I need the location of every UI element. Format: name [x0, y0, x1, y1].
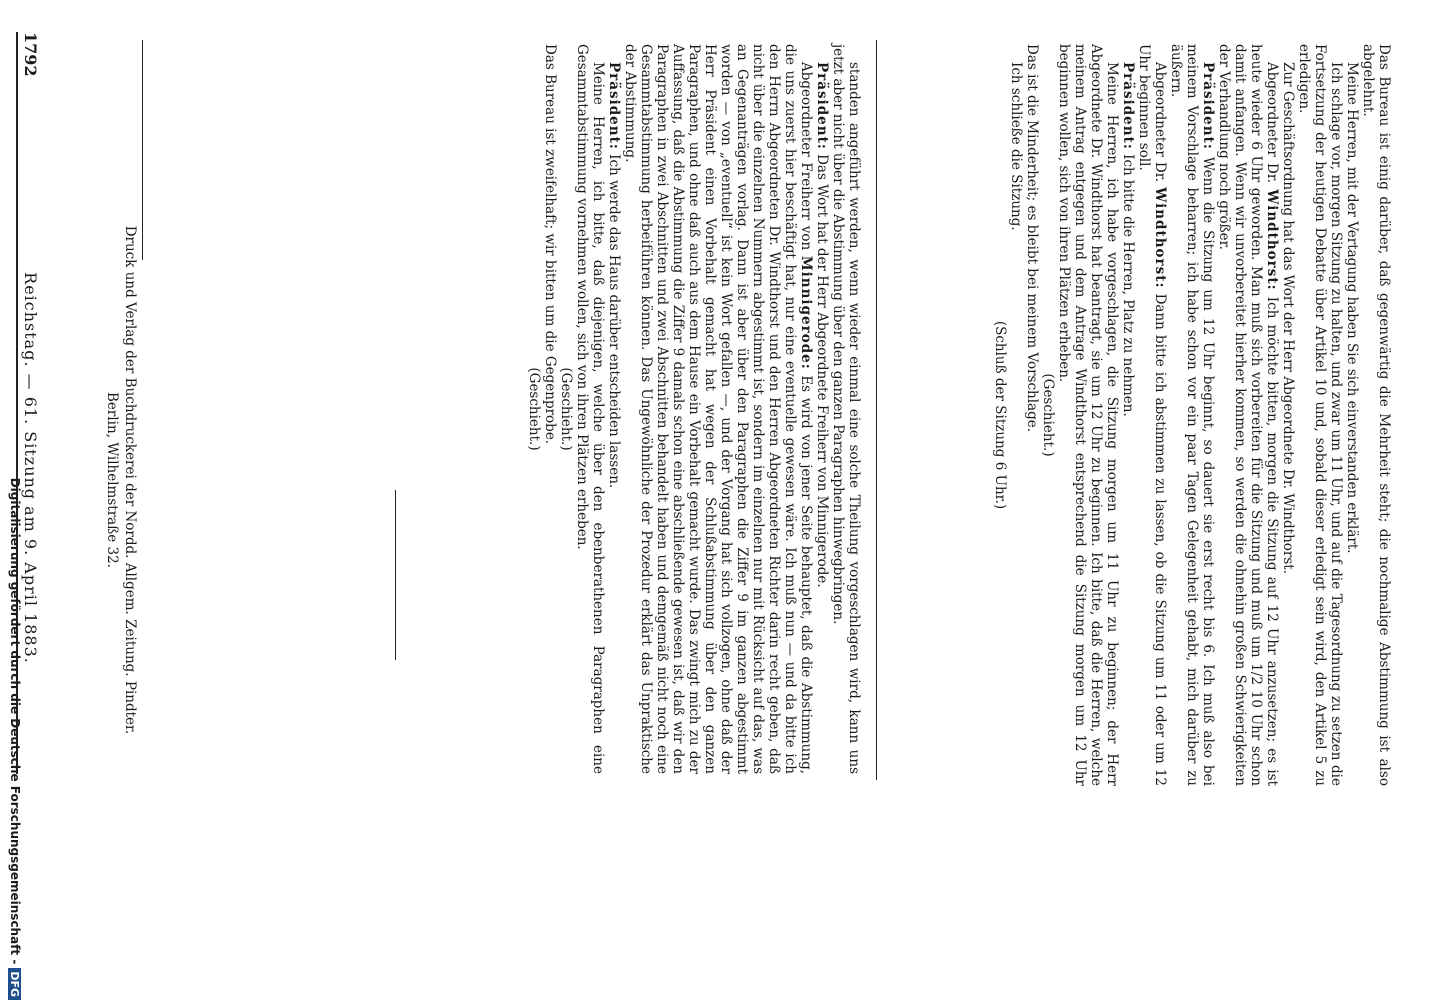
speaker-title: Abgeordneter Freiherr von [798, 62, 814, 251]
digitization-credit [8, 4, 22, 1000]
speech-text: Wenn die Sitzung um 12 Uhr beginnt, so dauert sie erst recht bis 6. Ich muß also bei meinem Vorschlage beharren; ich habe schon vor ein paar Tagen Gelegenheit gehabt, mich darüber zu äußern. [1168, 44, 1216, 786]
speech-text: Dann bitte ich abstimmen zu lassen, ob die Sitzung um 11 oder um 12 Uhr beginnen soll. [1136, 44, 1168, 786]
speech-paragraph [622, 44, 814, 774]
stage-direction: (Schluß der Sitzung 6 Uhr.) [992, 320, 1008, 510]
imprint-line-2: Berlin, Wilhelmstraße 32. [104, 392, 120, 568]
speech-text: Das Wort hat der Herr Abgeordnete Freiherr von Minnigerode. [814, 154, 830, 588]
speech-text: Ich möchte bitten, morgen die Sitzung auf 12 Uhr anzusetzen; es ist heute wieder 6 Uhr geworden. Man muß sich vorbereiten für die Sitzung und muß um 1/2 10 Uhr schon damit anfangen. Wenn wir unvorbereitet hierher kommen, so werden die ohnehin großen Schwierigkeiten der Verhandlung noch größer. [1216, 44, 1280, 786]
imprint-line-1: Druck und Verlag der Buchdruckerei der Nordd. Allgem. Zeitung. Pindter. [122, 225, 138, 735]
page-number: 1792 [21, 32, 40, 77]
speech-text: Es wird von jener Seite behauptet, daß die Abstimmung, die uns zuerst hier beschäftigt hat, nur eine eventuelle gewesen wäre. Ich muß nun — und da bitte ich den Herrn Abgeordneten Dr. Windthorst und den Herren Abgeordneten Richter darin recht geben, daß nicht über die einzelnen Nummern abgestimmt ist, sondern im einzelnen nur mit Rücksicht auf das, was an Gegenanträgen vorlag. Dann ist aber über den Paragraphen die Ziffer 9 im ganzen abgestimmt worden — von „eventuell“ ist kein Wort gefallen —, und der Vorgang hat sich vollzogen, ohne daß der Herr Präsident einen Vorbehalt gemacht hat wegen der Schlußabstimmung über den ganzen Paragraphen, und ohne daß auch aus dem Hause ein Vorbehalt gemacht wurde. Das zwingt mich zu der Auffassung, daß die Abstimmung die Ziffer 9 damals schon eine abschließende gewesen ist, daß wir den Paragraphen in zwei Abschnitten und zwei Abschnitten behandelt haben und demgemäß nicht noch eine Gesammtabstimmung herbeiführen können. Das Ungewöhnliche der Prozedur erklärt das Unpraktische der Abstimmung. [622, 44, 814, 774]
column-divider [876, 40, 877, 780]
speaker-title: Abgeordneter Dr. [1152, 62, 1168, 183]
right-text-column [892, 44, 1392, 786]
running-title: Reichstag. — 61. Sitzung am 9. April 1883. [21, 272, 40, 664]
speech-paragraph [606, 44, 622, 774]
speaker-name: Windthorst: [1152, 187, 1168, 289]
imprint-rule [142, 40, 143, 260]
paragraph: Meine Herren, ich bitte, daß diejenigen, welche über den ebenberathenen Paragraphen eine Gesammtabstimmung vornehmen wollen, sich von ihren Plätzen erheben. [574, 44, 606, 774]
stage-direction: (Geschieht.) [1040, 373, 1056, 457]
paragraph: Meine Herren, mit der Vertagung haben Sie sich einverstanden erklärt. [1344, 62, 1360, 554]
speech-text: Ich bitte die Herren, Platz zu nehmen. [1120, 154, 1136, 417]
paragraph: Zur Geschäftsordnung hat das Wort der Herr Abgeordnete Dr. Windthorst. [1280, 62, 1296, 575]
center-vertical-rule [395, 490, 396, 660]
paragraph: Das Bureau ist zweifelhaft; wir bitten um die Gegenprobe. [542, 44, 558, 445]
speaker-title: Abgeordneter Dr. [1264, 62, 1280, 184]
speech-paragraph [1120, 44, 1136, 786]
paragraph: Ich schließe die Sitzung. [1008, 62, 1024, 231]
speech-text: Ich werde das Haus darüber entscheiden lassen. [606, 154, 622, 489]
stage-direction: (Geschieht.) [558, 367, 574, 451]
dfg-logo: DFG [8, 968, 21, 1000]
credit-text: Digitalisierung gefördert durch die Deutsche Forschungsgemeinschaft - [8, 477, 22, 965]
paragraph: Meine Herren, ich habe vorgeschlagen, die Sitzung morgen um 11 Uhr zu beginnen; der Herr Abgeordnete Dr. Windthorst hat beantragt, sie um 12 Uhr zu beginnen. Ich bitte, daß die Herren, welche meinem Antrag entgegen und dem Antrage Windthorst entsprechend die Sitzung morgen um 12 Uhr beginnen wollen, sich von ihren Plätzen erheben. [1056, 44, 1120, 786]
left-text-column [72, 44, 862, 774]
printer-imprint [103, 40, 139, 920]
paragraph: Ich schlage vor, morgen Sitzung zu halten, und zwar um 11 Uhr, und auf die Tagesordnung zu setzen die Fortsetzung der heutigen Debatte über Artikel 10 und, sobald dieser erledigt sein wird, den Artikel 5 zu erledigen. [1296, 44, 1344, 786]
stage-direction: (Geschieht.) [526, 367, 542, 451]
speech-paragraph [1216, 44, 1280, 786]
speaker-name: Minnigerode: [798, 255, 814, 370]
speaker-name: Präsident: [1120, 62, 1136, 150]
speech-paragraph [814, 44, 830, 774]
paragraph: standen angeführt werden, wenn wieder einmal eine solche Theilung vorgeschlagen wird, kann uns jetzt aber nicht über die Abstimmung über den ganzen Paragraphen hinwegbringen. [830, 44, 862, 774]
paragraph: Das Bureau ist einig darüber, daß gegenwärtig die Mehrheit steht; die nochmalige Abstimmung ist also abgelehnt. [1360, 44, 1392, 786]
speaker-name: Präsident: [814, 62, 830, 150]
paragraph: Das ist die Minderheit; es bleibt bei meinem Vorschlage. [1024, 44, 1040, 432]
speaker-name: Windthorst: [1264, 189, 1280, 291]
speaker-name: Präsident: [606, 62, 622, 150]
speech-paragraph [1168, 44, 1216, 786]
speaker-name: Präsident: [1200, 62, 1216, 150]
speech-paragraph [1136, 44, 1168, 786]
